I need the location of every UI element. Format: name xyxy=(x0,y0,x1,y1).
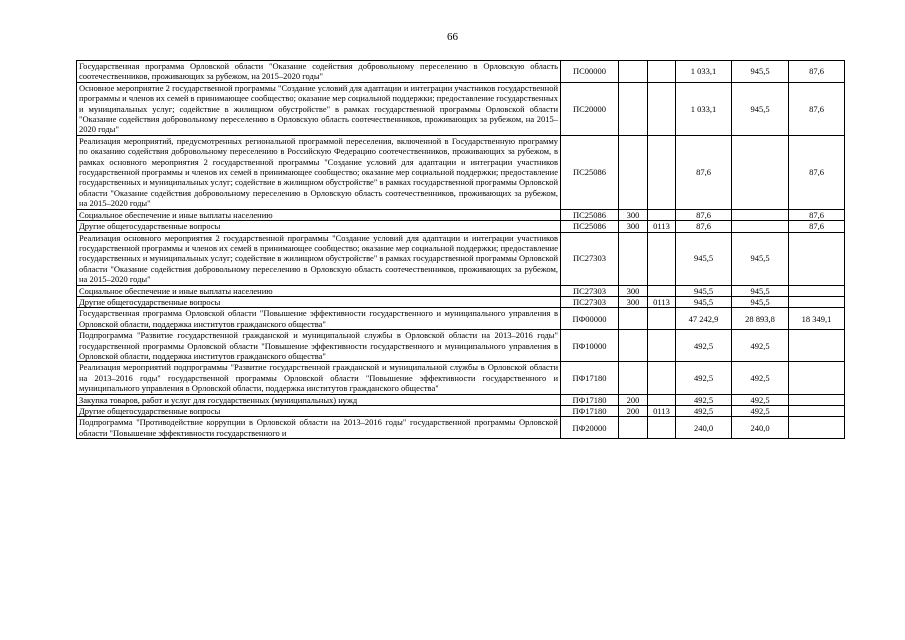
table-row xyxy=(77,61,845,83)
expense-type-code: 200 xyxy=(619,394,648,405)
amount-column-3: 18 349,1 xyxy=(789,308,845,330)
amount-total: 492,5 xyxy=(676,330,732,362)
row-description: Другие общегосударственные вопросы xyxy=(77,221,561,232)
target-article-code: ПФ20000 xyxy=(561,417,619,439)
row-description: Подпрограмма "Противодействие коррупции в Орловской области на 2013–2016 годы" государственной программы Орловской области "Повышение эффективности государственного и xyxy=(77,417,561,439)
amount-column-3 xyxy=(789,362,845,394)
amount-column-2 xyxy=(732,209,789,220)
section-code: 0113 xyxy=(648,221,676,232)
amount-total: 945,5 xyxy=(676,296,732,307)
expense-type-code xyxy=(619,61,648,83)
amount-column-3 xyxy=(789,285,845,296)
row-description: Государственная программа Орловской области "Повышение эффективности государственного и муниципального управления в Орловской области, поддержка институтов гражданского общества" xyxy=(77,308,561,330)
section-code xyxy=(648,209,676,220)
amount-column-3 xyxy=(789,296,845,307)
section-code xyxy=(648,417,676,439)
amount-column-3 xyxy=(789,330,845,362)
table-row xyxy=(77,135,845,209)
amount-column-2: 492,5 xyxy=(732,330,789,362)
amount-column-3: 87,6 xyxy=(789,82,845,135)
page-number: 66 xyxy=(447,31,458,43)
target-article-code: ПС25086 xyxy=(561,221,619,232)
target-article-code: ПС25086 xyxy=(561,135,619,209)
amount-total: 1 033,1 xyxy=(676,82,732,135)
target-article-code: ПФ00000 xyxy=(561,308,619,330)
amount-column-2: 945,5 xyxy=(732,61,789,83)
row-description: Социальное обеспечение и иные выплаты населению xyxy=(77,209,561,220)
target-article-code: ПФ17180 xyxy=(561,406,619,417)
row-description: Реализация основного мероприятия 2 государственной программы "Создание условий для адаптации и интеграции участников государственной программы и членов их семей в принимающее сообщество; оказание мер социальной поддержки; предоставление государственных и муниципальных услуг; содействие в жилищном обустройстве" в рамках государственной программы Орловской области "Оказание содействия добровольному переселению в Орловскую область соотечественников, проживающих за рубежом, на 2015–2020 годы" xyxy=(77,232,561,285)
amount-column-2 xyxy=(732,221,789,232)
table-body xyxy=(77,61,845,439)
amount-column-3 xyxy=(789,406,845,417)
amount-column-3 xyxy=(789,232,845,285)
expense-type-code xyxy=(619,135,648,209)
row-description: Государственная программа Орловской области "Оказание содействия добровольному переселению в Орловскую область соотечественников, проживающих за рубежом, на 2015–2020 годы" xyxy=(77,61,561,83)
table-row xyxy=(77,362,845,394)
amount-total: 492,5 xyxy=(676,394,732,405)
expense-type-code: 300 xyxy=(619,285,648,296)
section-code xyxy=(648,330,676,362)
target-article-code: ПС27303 xyxy=(561,285,619,296)
table-row xyxy=(77,330,845,362)
amount-column-2: 492,5 xyxy=(732,362,789,394)
section-code: 0113 xyxy=(648,296,676,307)
amount-total: 87,6 xyxy=(676,135,732,209)
amount-total: 47 242,9 xyxy=(676,308,732,330)
amount-column-2: 945,5 xyxy=(732,232,789,285)
amount-total: 492,5 xyxy=(676,362,732,394)
amount-total: 87,6 xyxy=(676,209,732,220)
row-description: Другие общегосударственные вопросы xyxy=(77,406,561,417)
section-code xyxy=(648,362,676,394)
expense-type-code: 300 xyxy=(619,296,648,307)
section-code xyxy=(648,61,676,83)
expense-type-code: 300 xyxy=(619,221,648,232)
table-row xyxy=(77,308,845,330)
table-row xyxy=(77,394,845,405)
amount-column-3: 87,6 xyxy=(789,61,845,83)
amount-total: 492,5 xyxy=(676,406,732,417)
amount-column-3: 87,6 xyxy=(789,135,845,209)
amount-total: 240,0 xyxy=(676,417,732,439)
expense-type-code: 300 xyxy=(619,209,648,220)
row-description: Подпрограмма "Развитие государственной гражданской и муниципальной службы в Орловской области на 2013–2016 годы" государственной программы Орловской области "Повышение эффективности государственного и муниципального управления в Орловской области, поддержка институтов гражданского общества" xyxy=(77,330,561,362)
amount-column-3 xyxy=(789,394,845,405)
table-row xyxy=(77,417,845,439)
expense-type-code: 200 xyxy=(619,406,648,417)
amount-column-2: 492,5 xyxy=(732,394,789,405)
row-description: Другие общегосударственные вопросы xyxy=(77,296,561,307)
table-row xyxy=(77,82,845,135)
amount-total: 945,5 xyxy=(676,232,732,285)
amount-total: 945,5 xyxy=(676,285,732,296)
section-code xyxy=(648,135,676,209)
amount-column-2: 240,0 xyxy=(732,417,789,439)
row-description: Закупка товаров, работ и услуг для государственных (муниципальных) нужд xyxy=(77,394,561,405)
budget-table xyxy=(76,60,845,439)
row-description: Социальное обеспечение и иные выплаты населению xyxy=(77,285,561,296)
expense-type-code xyxy=(619,82,648,135)
amount-column-2: 945,5 xyxy=(732,296,789,307)
target-article-code: ПФ10000 xyxy=(561,330,619,362)
table-row xyxy=(77,296,845,307)
table-row xyxy=(77,406,845,417)
amount-total: 87,6 xyxy=(676,221,732,232)
target-article-code: ПС27303 xyxy=(561,232,619,285)
amount-column-2: 492,5 xyxy=(732,406,789,417)
table-row xyxy=(77,232,845,285)
target-article-code: ПФ17180 xyxy=(561,394,619,405)
amount-column-3: 87,6 xyxy=(789,221,845,232)
table-row xyxy=(77,285,845,296)
amount-column-3 xyxy=(789,417,845,439)
target-article-code: ПС00000 xyxy=(561,61,619,83)
target-article-code: ПС27303 xyxy=(561,296,619,307)
expense-type-code xyxy=(619,417,648,439)
expense-type-code xyxy=(619,330,648,362)
section-code xyxy=(648,308,676,330)
section-code xyxy=(648,285,676,296)
target-article-code: ПФ17180 xyxy=(561,362,619,394)
target-article-code: ПС25086 xyxy=(561,209,619,220)
amount-column-2: 945,5 xyxy=(732,82,789,135)
table-row xyxy=(77,221,845,232)
section-code xyxy=(648,82,676,135)
expense-type-code xyxy=(619,362,648,394)
amount-column-2 xyxy=(732,135,789,209)
amount-total: 1 033,1 xyxy=(676,61,732,83)
row-description: Основное мероприятие 2 государственной программы "Создание условий для адаптации и интеграции участников государственной программы и членов их семей в принимающее сообщество; оказание мер социальной поддержки; предоставление государственных и муниципальных услуг; содействие в жилищном обустройстве" в рамках государственной программы Орловской области "Оказание содействия добровольному переселению в Орловскую область соотечественников, проживающих за рубежом, на 2015–2020 годы" xyxy=(77,82,561,135)
amount-column-3: 87,6 xyxy=(789,209,845,220)
row-description: Реализация мероприятий, предусмотренных региональной программой переселения, включенной в Государственную программу по оказанию содействия добровольному переселению в Российскую Федерацию соотечественников, проживающих за рубежом, в рамках основного мероприятия 2 государственной программы "Создание условий для адаптации и интеграции участников государственной программы и членов их семей в принимающее сообщество; оказание мер социальной поддержки; предоставление государственных и муниципальных услуг; содействие в жилищном обустройстве" в рамках государственной программы Орловской области "Оказание содействия добровольному переселению в Орловскую область соотечественников, проживающих за рубежом, на 2015–2020 годы" xyxy=(77,135,561,209)
target-article-code: ПС20000 xyxy=(561,82,619,135)
expense-type-code xyxy=(619,308,648,330)
section-code xyxy=(648,394,676,405)
section-code xyxy=(648,232,676,285)
table-row xyxy=(77,209,845,220)
amount-column-2: 945,5 xyxy=(732,285,789,296)
section-code: 0113 xyxy=(648,406,676,417)
amount-column-2: 28 893,8 xyxy=(732,308,789,330)
expense-type-code xyxy=(619,232,648,285)
row-description: Реализация мероприятий подпрограммы "Развитие государственной гражданской и муниципальной службы в Орловской области на 2013–2016 годы" государственной программы Орловской области "Повышение эффективности государственного и муниципального управления в Орловской области, поддержка институтов гражданского общества" xyxy=(77,362,561,394)
